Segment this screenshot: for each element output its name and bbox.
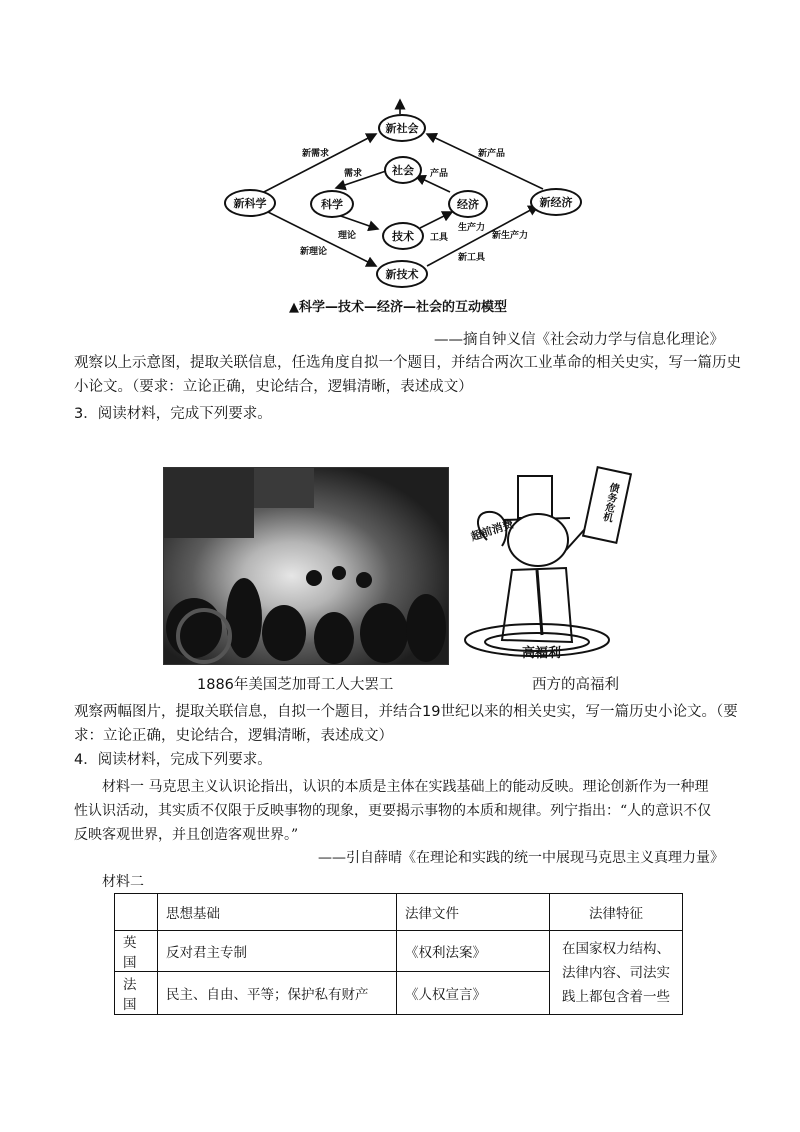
node-science: 科学: [310, 190, 354, 218]
edge-label-product: 产品: [430, 169, 449, 179]
material1-source: ——引自薛晴《在理论和实践的统一中展现马克思主义真理力量》: [318, 850, 724, 866]
node-new-economy: 新经济: [530, 188, 582, 216]
node-new-technology: 新技术: [376, 260, 428, 288]
welfare-cartoon: [462, 430, 640, 664]
table-cell-country: 英国: [115, 931, 158, 972]
legal-comparison-table: [114, 893, 683, 1015]
interaction-model-diagram: [220, 96, 590, 296]
table-header-row: [115, 894, 683, 931]
node-technology: 技术: [382, 222, 424, 250]
edge-label-new-productivity: 新生产力: [492, 231, 529, 241]
table-cell-ideology: 民主、自由、平等；保护私有财产: [158, 972, 397, 1015]
table-cell-ideology: 反对君主专制: [158, 931, 397, 972]
table-cell-document: 《人权宣言》: [397, 972, 550, 1015]
table-row: [115, 931, 683, 972]
diagram-caption: ▲科学—技术—经济—社会的互动模型: [289, 300, 507, 315]
photo2-caption: 西方的高福利: [532, 677, 619, 693]
photo1-caption: 1886年美国芝加哥工人大罢工: [197, 677, 394, 693]
edge-label-theory: 理论: [338, 231, 357, 241]
cartoon-water-label: 高福利: [522, 646, 562, 661]
edge-label-new-tool: 新工具: [458, 253, 486, 263]
edge-label-new-product: 新产品: [478, 149, 506, 159]
q3-text-line1: 观察两幅图片，提取关联信息，自拟一个题目，并结合19世纪以来的相关史实，写一篇历史小论文。（要: [74, 704, 738, 720]
feature-line: 践上都包含着一些: [562, 988, 670, 1005]
table-header-document: 法律文件: [397, 894, 550, 931]
material1-line3: 反映客观世界，并且创造客观世界。”: [74, 827, 299, 843]
feature-line: 法律内容、司法实: [562, 964, 670, 981]
table-header-feature: 法律特征: [550, 894, 683, 931]
material1-line1: 材料一 马克思主义认识论指出，认识的本质是主体在实践基础上的能动反映。理论创新作为一种理: [102, 779, 709, 795]
edge-label-tool: 工具: [430, 233, 449, 243]
node-economy: 经济: [448, 190, 488, 218]
q2-text-line2: 小论文。（要求：立论正确，史论结合，逻辑清晰，表述成文）: [74, 379, 473, 395]
node-society: 社会: [384, 156, 422, 184]
q3-text-line2: 求：立论正确，史论结合，逻辑清晰，表述成文）: [74, 728, 393, 744]
edge-label-new-demand: 新需求: [302, 149, 330, 159]
material2-title: 材料二: [102, 874, 144, 890]
node-new-science: 新科学: [224, 189, 276, 217]
material1-line2: 性认识活动，其实质不仅限于反映事物的现象，更要揭示事物的本质和规律。列宁指出：“人的意识不仅: [74, 803, 712, 819]
edge-label-new-theory: 新理论: [300, 247, 328, 257]
edge-label-productivity: 生产力: [458, 223, 486, 233]
edge-label-demand: 需求: [344, 169, 363, 179]
table-cell-feature: [550, 931, 683, 1015]
table-header-ideology: 思想基础: [158, 894, 397, 931]
cartoon-bag-label: 超前消费: [469, 517, 516, 544]
q3-title: 3．阅读材料，完成下列要求。: [74, 406, 272, 422]
table-header-blank: [115, 894, 158, 931]
table-cell-document: 《权利法案》: [397, 931, 550, 972]
node-new-society: 新社会: [378, 114, 426, 142]
table-cell-country: 法国: [115, 972, 158, 1015]
chicago-strike-photo: [163, 467, 449, 665]
feature-line: 在国家权力结构、: [562, 940, 670, 957]
q4-title: 4．阅读材料，完成下列要求。: [74, 752, 272, 768]
cartoon-book-label: 债务危机: [599, 481, 620, 523]
q2-source: ——摘自钟义信《社会动力学与信息化理论》: [434, 332, 724, 348]
q2-text-line1: 观察以上示意图，提取关联信息，任选角度自拟一个题目，并结合两次工业革命的相关史实，写一篇历史: [74, 355, 741, 371]
